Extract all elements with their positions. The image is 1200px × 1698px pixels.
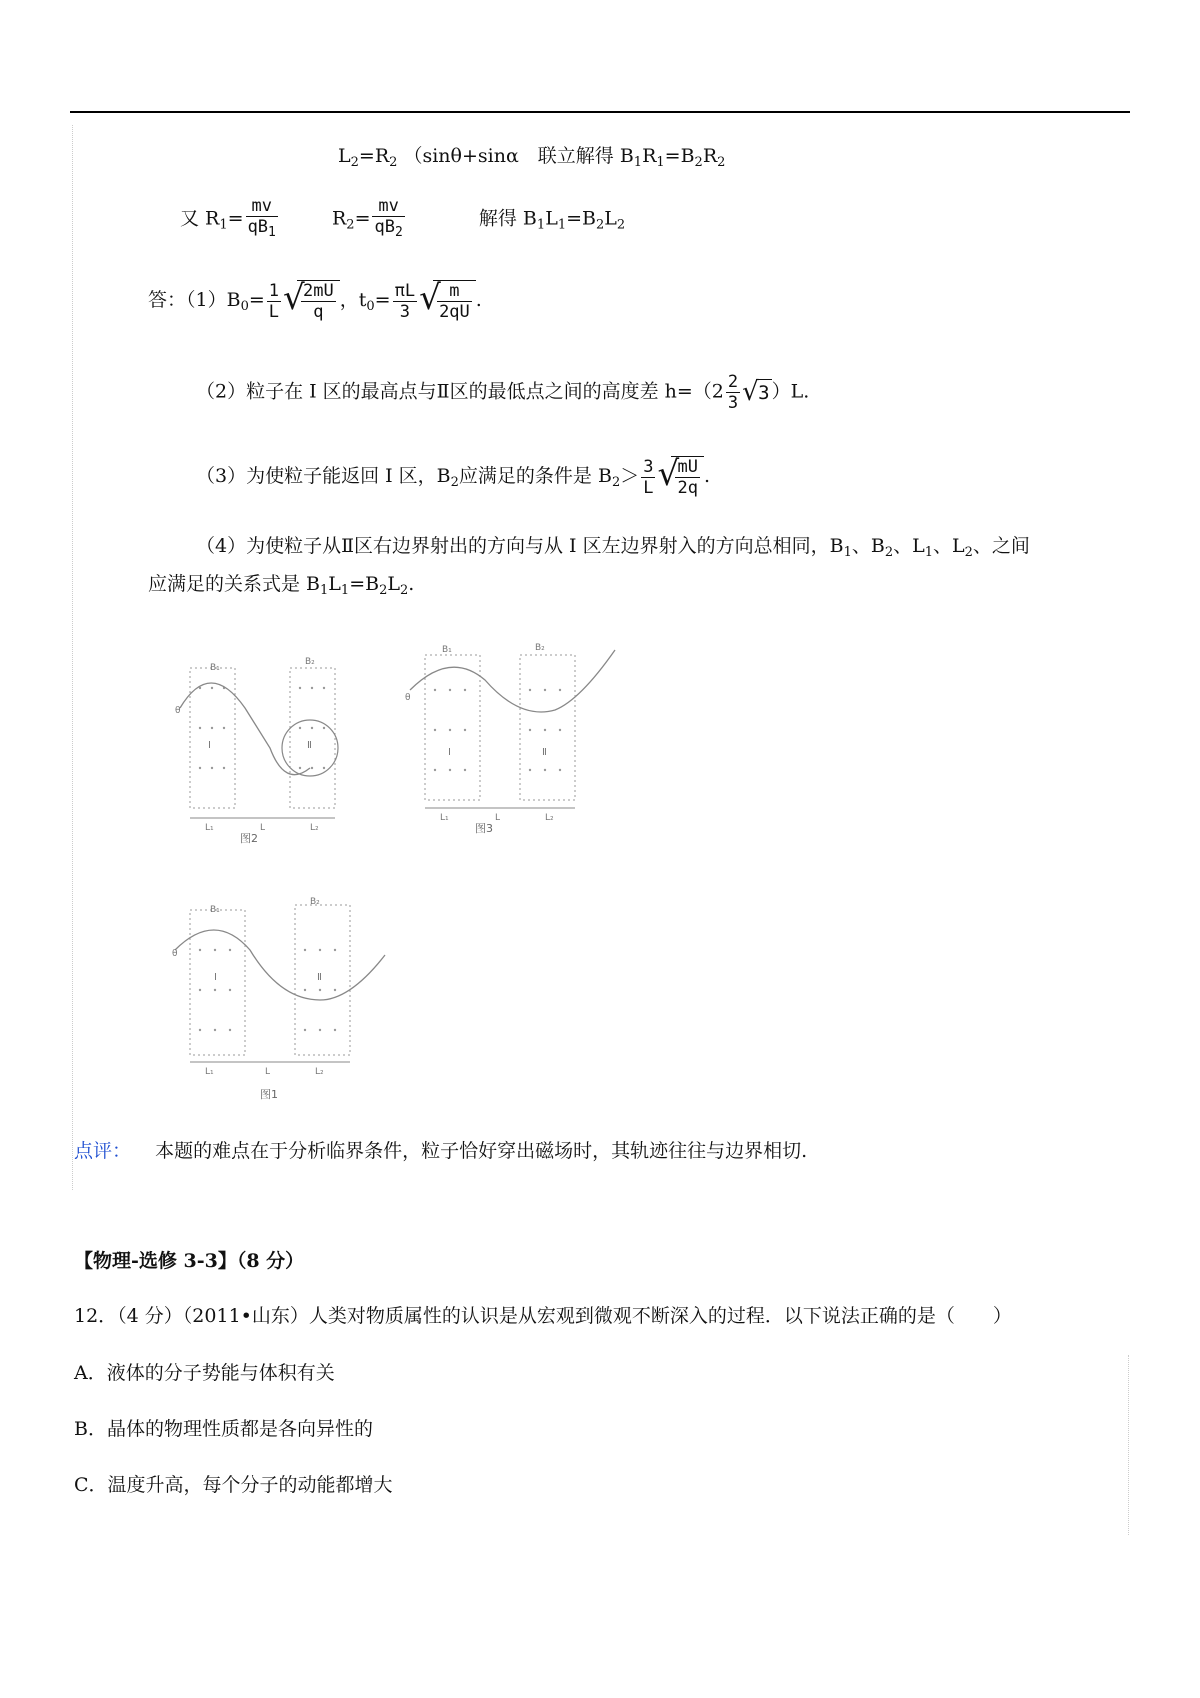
remark [74, 1138, 807, 1164]
figure-2-l1-label: L₁ [205, 823, 214, 833]
sqrt-mu-over-2q: √ $\frac{mU}{2q}$ [657, 456, 703, 498]
fraction-mv-qb1: $\frac{mv}{qB_1}$ [246, 196, 278, 243]
fraction-3-over-l: $\frac{3}{L}$ [643, 456, 654, 498]
remark-label: 点评： [74, 1140, 132, 1162]
section-title: 【物理-选修 3-3】（8 分） [74, 1250, 305, 1272]
option-c: C．温度升高，每个分子的动能都增大 [74, 1474, 393, 1496]
option-a: A．液体的分子势能与体积有关 [74, 1362, 335, 1384]
figure-1-b1-label: B₁ [210, 905, 220, 915]
derivation-l2-line: $L_2=R_2$ （sinθ+sinα 联立解得 $B_1R_1=B_2R_2$ [338, 145, 726, 170]
figure-3-region2-label: Ⅱ [542, 747, 547, 758]
sqrt-3: √ 3 [742, 377, 770, 407]
figure-1-caption: 图1 [260, 1088, 278, 1101]
answer-3: （3）为使粒子能返回 I 区，$B_2$应满足的条件是 $B_2>$ $\frac{3}{L}$ √ $\frac{mU}{2q}$ . [196, 454, 711, 498]
figure-2-region2-label: Ⅱ [307, 740, 312, 751]
answer-1: 答：$(1)B_0=$ $\frac{1}{L}$ √ $\frac{2mU}{q}$ ，$t_0=$ $\frac{\pi L}{3}$ √ $\frac{m}{2qU}$ . [148, 278, 482, 322]
margin-dotted-line-right [1128, 1355, 1129, 1535]
figure-1-region1-label: I [214, 972, 217, 983]
answer-4-line2: 应满足的关系式是 $B_1L_1=B_2L_2$. [148, 573, 415, 598]
figure-1-l2-label: L₂ [315, 1067, 324, 1077]
margin-dotted-line [72, 125, 73, 1190]
figure-1-theta-label: θ [172, 949, 178, 959]
figure-3-theta-label: θ [405, 693, 411, 703]
figure-3-caption: 图3 [475, 822, 493, 835]
remark-text: 本题的难点在于分析临界条件，粒子恰好穿出磁场时，其轨迹往往与边界相切. [155, 1140, 808, 1162]
derivation-radius-line: 又 $R_1=$ $\frac{mv}{qB_1}$ $R_2=$ $\frac{mv}{qB_2}$ 解得 $B_1L_1=B_2L_2$ [180, 196, 625, 243]
figure-1-diagram [150, 890, 390, 1080]
fraction-two-thirds: $\frac{2}{3}$ [727, 372, 739, 413]
figure-1-l1-label: L₁ [205, 1067, 214, 1077]
figure-1 [150, 890, 390, 1101]
figure-3-l1-label: L₁ [440, 813, 449, 823]
figure-2-l-label: L [260, 823, 266, 833]
answer-4-line1: （4）为使粒子从Ⅱ区右边界射出的方向与从 I 区左边界射入的方向总相同，$B_1$、$B_2$、$L_1$、$L_2$、之间 [196, 535, 1030, 560]
figure-3-l2-label: L₂ [545, 813, 554, 823]
figure-2-caption: 图2 [240, 832, 258, 845]
answer-2: （2）粒子在 I 区的最高点与Ⅱ区的最低点之间的高度差 h=（2 $\frac{2}{3}$ √ 3 ）L. [196, 372, 810, 413]
figure-3 [380, 630, 625, 835]
figure-2-theta-label: θ [175, 706, 181, 716]
option-b: B．晶体的物理性质都是各向异性的 [74, 1418, 373, 1440]
fraction-pi-l-over-3: $\frac{\pi L}{3}$ [394, 280, 416, 322]
figure-1-b2-label: B₂ [310, 897, 320, 907]
sqrt-2mu-over-q: √ $\frac{2mU}{q}$ [283, 280, 340, 322]
figure-3-b1-label: B₁ [442, 645, 452, 655]
figure-1-region2-label: Ⅱ [317, 972, 322, 983]
sqrt-m-over-2qu: √ $\frac{m}{2qU}$ [419, 280, 476, 322]
question-stem: 12．（4 分）（2011•山东）人类对物质属性的认识是从宏观到微观不断深入的过程．以下说法正确的是（ ） [74, 1305, 1012, 1327]
figure-3-l-label: L [495, 813, 501, 823]
figure-2-l2-label: L₂ [310, 823, 319, 833]
figure-3-b2-label: B₂ [535, 643, 545, 653]
figure-3-region1-label: I [448, 747, 451, 758]
figure-2 [150, 648, 365, 845]
figure-2-b1-label: B₁ [210, 663, 220, 673]
figure-2-region1-label: I [208, 740, 211, 751]
figure-1-l-label: L [265, 1067, 271, 1077]
header-rule [70, 111, 1130, 113]
figure-2-diagram [150, 648, 365, 833]
figure-3-diagram [380, 630, 625, 825]
fraction-one-over-l: $\frac{1}{L}$ [268, 280, 280, 322]
figure-2-b2-label: B₂ [305, 657, 315, 667]
fraction-mv-qb2: $\frac{mv}{qB_2}$ [372, 196, 404, 243]
